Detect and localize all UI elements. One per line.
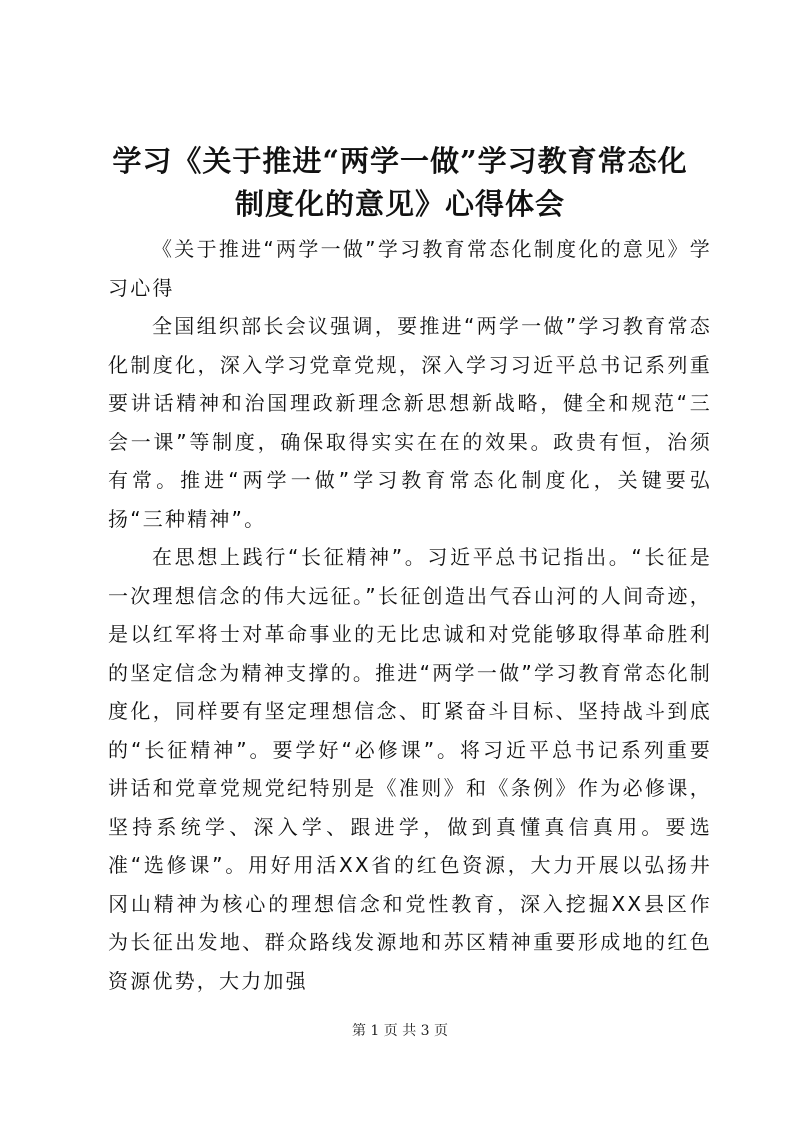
page-footer: 第 1 页 共 3 页	[351, 1023, 449, 1039]
paragraph-intro: 全国组织部长会议强调，要推进“两学一做”学习教育常态化制度化，深入学习党章党规，深入学习习近平总书记系列重要讲话精神和治国理政新理念新思想新战略，健全和规范“三会一课”等制度，确保取得实实在在的效果。政贵有恒，治须有常。推进“两学一做”学习教育常态化制度化，关键要弘扬“三种精神”。	[108, 314, 712, 531]
paragraph-subtitle: 《关于推进“两学一做”学习教育常态化制度化的意见》学习心得	[108, 237, 712, 300]
title-line-2: 制度化的意见》心得体会	[234, 187, 565, 221]
document-body	[108, 230, 712, 1000]
paragraph-long-march-spirit: 在思想上践行“长征精神”。习近平总书记指出。“长征是一次理想信念的伟大远征。”长征创造出气吞山河的人间奇迹，是以红军将士对革命事业的无比忠诚和对党能够取得革命胜利的坚定信念为精神支撑的。推进“两学一做”学习教育常态化制度化，同样要有坚定理想信念、盯紧奋斗目标、坚持战斗到底的“长征精神”。要学好“必修课”。将习近平总书记系列重要讲话和党章党规党纪特别是《准则》和《条例》作为必修课，坚持系统学、深入学、跟进学，做到真懂真信真用。要选准“选修课”。用好用活XX省的红色资源，大力开展以弘扬井冈山精神为核心的理想信念和党性教育，深入挖掘XX县区作为长征出发地、群众路线发源地和苏区精神重要形成地的红色资源优势，大力加强	[108, 545, 712, 993]
document-title	[90, 140, 710, 226]
title-line-1: 学习《关于推进“两学一做”学习教育常态化	[112, 144, 688, 178]
